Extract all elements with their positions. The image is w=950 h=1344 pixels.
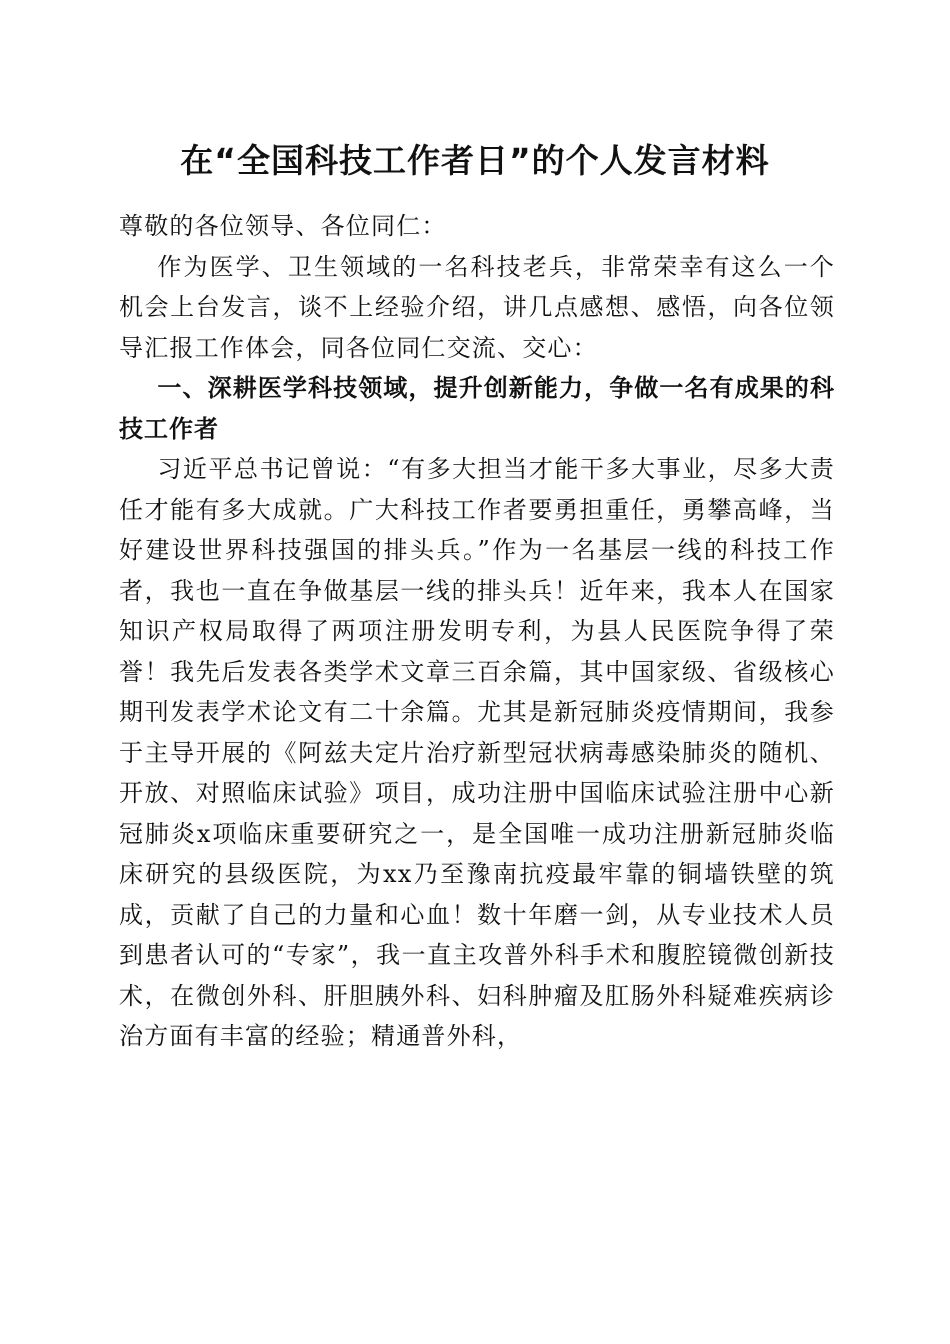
intro-paragraph: 作为医学、卫生领域的一名科技老兵，非常荣幸有这么一个机会上台发言，谈不上经验介绍，讲几点感想、感悟，向各位领导汇报工作体会，同各位同仁交流、交心： xyxy=(119,252,835,362)
section-1-paragraph: 习近平总书记曾说：“有多大担当才能干多大事业，尽多大责任才能有多大成就。广大科技工作者要勇担重任，勇攀高峰，当好建设世界科技强国的排头兵。”作为一名基层一线的科技工作者，我也一直在争做基层一线的排头兵！近年来，我本人在国家知识产权局取得了两项注册发明专利，为县人民医院争得了荣誉！我先后发表各类学术文章三百余篇，其中国家级、省级核心期刊发表学术论文有二十余篇。尤其是新冠肺炎疫情期间，我参于主导开展的《阿兹夫定片治疗新型冠状病毒感染肺炎的随机、开放、对照临床试验》项目，成功注册中国临床试验注册中心新冠肺炎x项临床重要研究之一，是全国唯一成功注册新冠肺炎临床研究的县级医院，为xx乃至豫南抗疫最牢靠的铜墙铁壁的筑成，贡献了自己的力量和心血！数十年磨一剑，从专业技术人员到患者认可的“专家”，我一直主攻普外科手术和腹腔镜微创新技术，在微创外科、肝胆胰外科、妇科肿瘤及肛肠外科疑难疾病诊治方面有丰富的经验；精通普外科， xyxy=(119,455,835,1050)
document-title: 在“全国科技工作者日”的个人发言材料 xyxy=(180,141,770,180)
salutation: 尊敬的各位领导、各位同仁： xyxy=(119,212,447,240)
document-body xyxy=(119,206,835,1057)
section-1-heading: 一、深耕医学科技领域，提升创新能力，争做一名有成果的科技工作者 xyxy=(119,374,835,443)
